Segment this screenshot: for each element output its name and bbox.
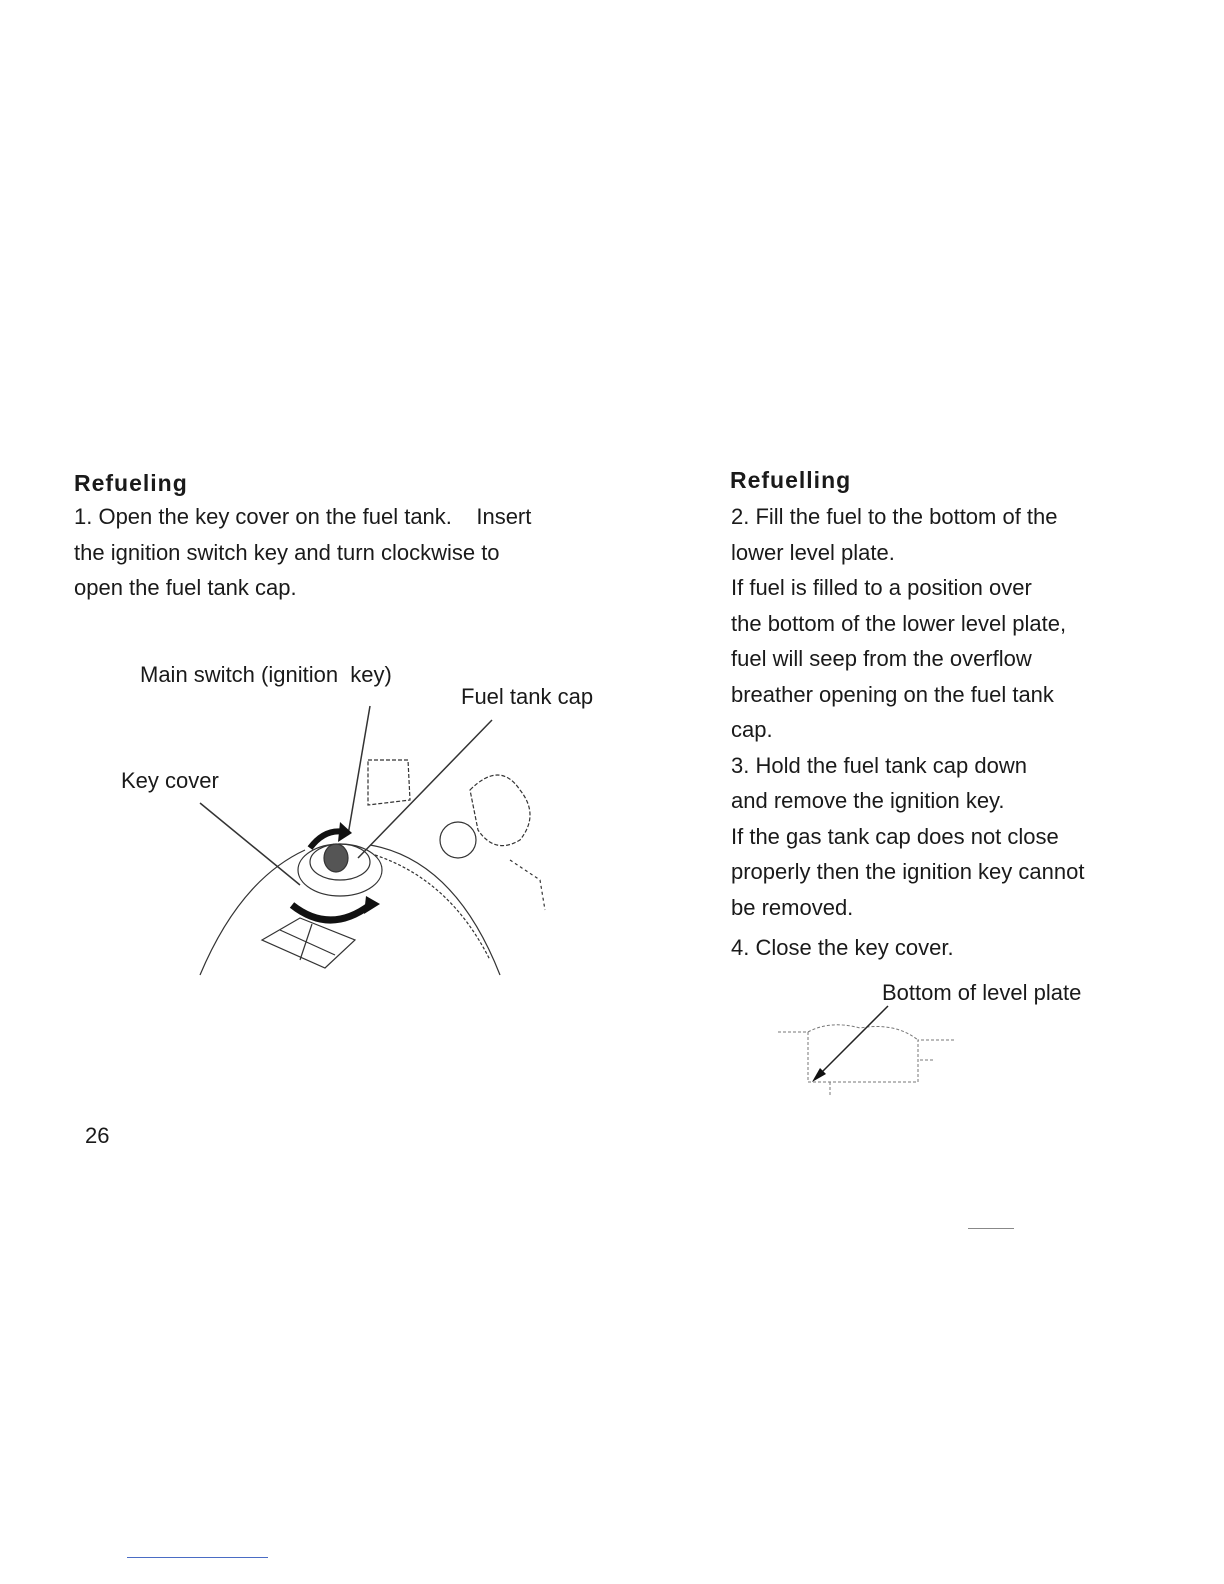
right-line: fuel will seep from the overflow [731, 646, 1032, 671]
right-line: breather opening on the fuel tank [731, 681, 1054, 707]
right-line: and remove the ignition key. [731, 788, 1005, 813]
left-step1-line: open the fuel tank cap. [74, 575, 297, 600]
right-line: be removed. [731, 894, 854, 920]
label-bottom-of-level-plate: Bottom of level plate [882, 980, 1082, 1005]
page-number: 26 [85, 1123, 110, 1148]
left-step1-line: 1. Open the key cover on the fuel tank. Insert [74, 504, 532, 529]
right-line: the bottom of the lower level plate, [731, 610, 1067, 636]
right-line: If the gas tank cap does not close [731, 823, 1059, 849]
label-key-cover: Key cover [121, 768, 219, 793]
left-step1-line: the ignition switch key and turn clockwise to [74, 539, 500, 565]
right-line: 2. Fill the fuel to the bottom of the [731, 504, 1058, 529]
right-line: 3. Hold the fuel tank cap down [731, 752, 1027, 778]
label-fuel-tank-cap: Fuel tank cap [461, 684, 594, 709]
scan-artifact-underline [127, 1557, 268, 1558]
right-heading: Refuelling [730, 467, 852, 493]
right-line: properly then the ignition key cannot [731, 859, 1085, 884]
scan-artifact-dash [968, 1228, 1014, 1229]
right-line: 4. Close the key cover. [731, 935, 954, 960]
left-heading: Refueling [74, 470, 188, 496]
label-main-switch: Main switch (ignition key) [140, 662, 392, 687]
right-line: lower level plate. [731, 539, 895, 565]
right-line: If fuel is filled to a position over [731, 575, 1032, 600]
right-line: cap. [731, 717, 773, 742]
